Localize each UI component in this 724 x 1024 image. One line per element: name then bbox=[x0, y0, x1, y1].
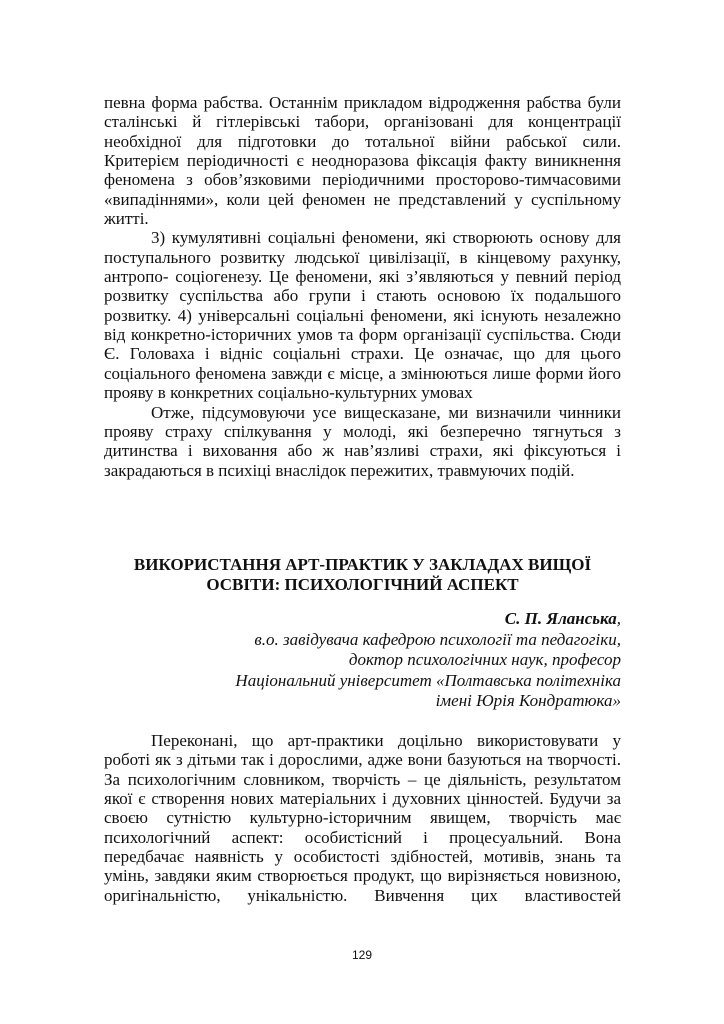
title-line: ОСВІТИ: ПСИХОЛОГІЧНИЙ АСПЕКТ bbox=[206, 574, 519, 594]
page-number: 129 bbox=[351, 948, 373, 962]
author-comma: , bbox=[616, 609, 621, 628]
affiliation-line: в.о. завідувача кафедрою психології та педагогіки, bbox=[254, 629, 621, 649]
text-line: дитинства і виховання або ж нав’язливі страхи, які фіксуються і bbox=[104, 441, 621, 461]
paragraph-slavery bbox=[104, 93, 621, 480]
text-line: роботі як з дітьми так і дорослими, адже вони базуються на творчості. bbox=[104, 750, 621, 770]
text-line: своєю сутністю культурно-історичним явищем, творчість має bbox=[104, 808, 621, 828]
text-line: закрадаються в психіці внаслідок пережитих, травмуючих подій. bbox=[104, 460, 575, 480]
text-line: За психологічним словником, творчість – це діяльність, результатом bbox=[104, 769, 621, 789]
text-line: психологічний аспект: особистісний і процесуальний. Вона bbox=[104, 827, 621, 847]
text-line: Є. Головаха і відніс соціальні страхи. Це означає, що для цього bbox=[104, 344, 621, 364]
text-line: розвитку. 4) універсальні соціальні феномени, які існують незалежно bbox=[104, 305, 621, 325]
author-block bbox=[104, 609, 621, 712]
text-line: 3) кумулятивні соціальні феномени, які створюють основу для bbox=[151, 228, 621, 248]
text-line: феномена з обов’язковими періодичними просторово-тимчасовими bbox=[104, 170, 621, 190]
text-line: сталінські й гітлерівські табори, організовані для концентрації bbox=[104, 112, 621, 132]
text-line: певна форма рабства. Останнім прикладом відродження рабства були bbox=[104, 93, 621, 112]
article-title bbox=[104, 555, 621, 594]
article-body bbox=[104, 731, 621, 905]
text-line: розвитку суспільства або групи і стають основою їх подальшого bbox=[104, 286, 621, 306]
text-line: необхідної для підготовки до тотальної війни рабської сили. bbox=[104, 131, 621, 151]
text-line: Переконані, що арт-практики доцільно використовувати у bbox=[151, 731, 621, 750]
text-line: якої є створення нових матеріальних і духовних цінностей. Будучи за bbox=[104, 789, 621, 809]
text-line: прояву в конкретних соціально-культурних умовах bbox=[104, 383, 473, 403]
text-line: умінь, завдяки яким створюється продукт, що вирізняється новизною, bbox=[104, 866, 621, 886]
text-line: Отже, підсумовуючи усе вищесказане, ми визначили чинники bbox=[151, 402, 621, 422]
text-line: передбачає наявність у особистості здібностей, мотивів, знань та bbox=[104, 847, 621, 867]
text-line: соціального феномена завжди є місце, а змінюються лише форми його bbox=[104, 363, 621, 383]
text-line: Критерієм періодичності є неодноразова фіксація факту виникнення bbox=[104, 151, 621, 171]
text-line: «випадіннями», коли цей феномен не представлений у суспільному bbox=[104, 189, 621, 209]
text-line: житті. bbox=[104, 209, 149, 229]
text-line: поступального розвитку людської цивілізації, в кінцевому рахунку, bbox=[104, 247, 621, 267]
author-line bbox=[104, 609, 621, 630]
affiliation-line: імені Юрія Кондратюка» bbox=[435, 691, 621, 711]
text-line: оригінальністю, унікальністю. Вивчення цих властивостей bbox=[104, 885, 621, 905]
text-line: антропо- соціогенезу. Це феномени, які з’являються у певний період bbox=[104, 267, 621, 287]
text-line: від конкретно-історичних умов та форм організації суспільства. Сюди bbox=[104, 325, 621, 345]
title-line: ВИКОРИСТАННЯ АРТ-ПРАКТИК У ЗАКЛАДАХ ВИЩОЇ bbox=[133, 555, 592, 574]
text-line: прояву страху спілкування у молоді, які безперечно тягнуться з bbox=[104, 421, 621, 441]
affiliation-line: доктор психологічних наук, професор bbox=[348, 650, 621, 670]
affiliation-line: Національний університет «Полтавська політехніка bbox=[235, 670, 621, 690]
author-name: С. П. Яланська bbox=[504, 609, 617, 628]
